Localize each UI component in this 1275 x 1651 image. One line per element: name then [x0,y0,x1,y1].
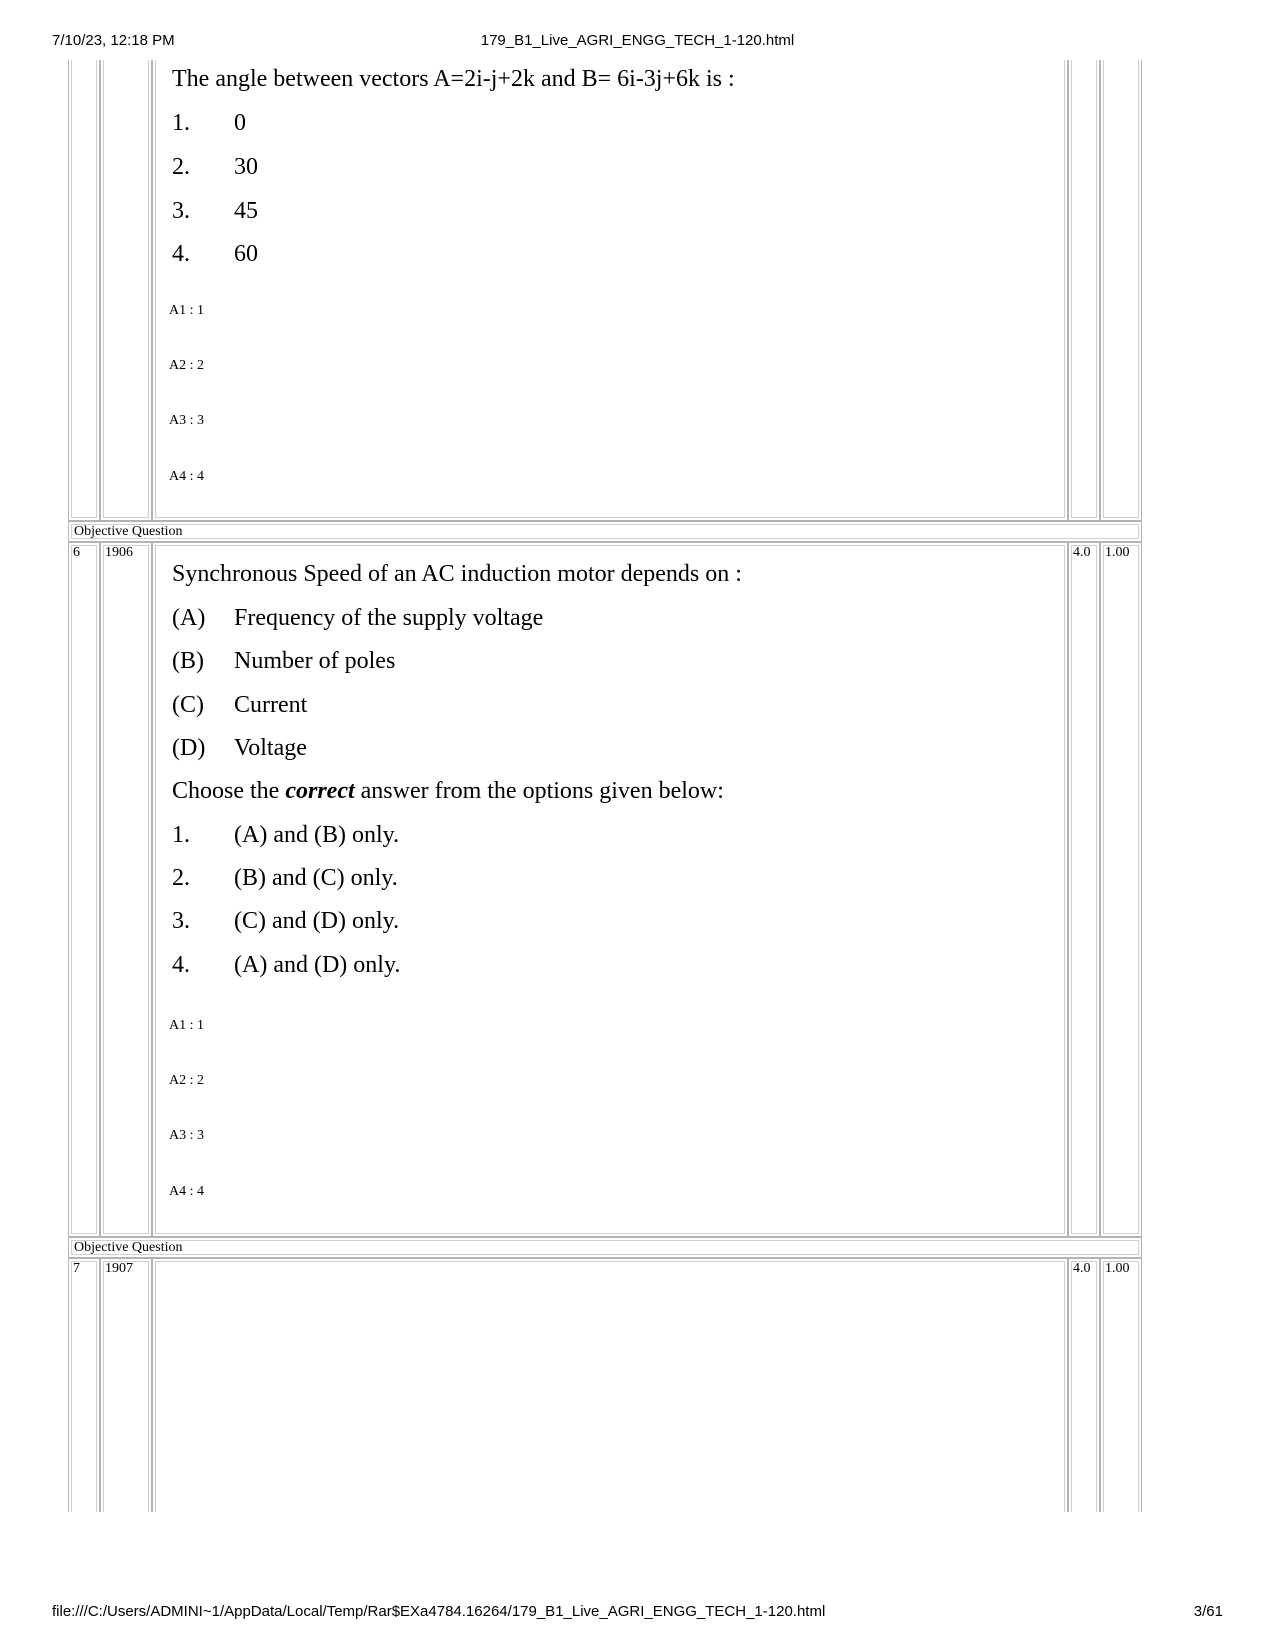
q7-sno-cell [68,1258,100,1512]
q5-question-text: The angle between vectors A=2i-j+2k and B= 6i-3j+6k is : [172,66,735,92]
q6-type-cell [68,521,1142,542]
q6-statement-a-text: Frequency of the supply voltage [234,605,544,631]
q6-answer-3: A3 : 3 [169,1128,204,1143]
q7-question-cell [152,1258,1068,1512]
q6-option-4-text: (A) and (D) only. [234,952,401,978]
q6-marks: 4.0 [1073,545,1091,560]
print-page-number: 3/61 [1193,1603,1223,1620]
q7-question-id: 1907 [105,1261,133,1276]
q6-negative-cell [1100,542,1142,1237]
q6-answer-2: A2 : 2 [169,1073,204,1088]
q7-negative-marks: 1.00 [1105,1261,1130,1276]
q6-statement-d-label: (D) [172,735,206,761]
q7-serial-number: 7 [73,1261,80,1276]
q6-statement-c-label: (C) [172,692,204,718]
q6-statement-b-text: Number of poles [234,648,396,674]
q5-question-cell [152,60,1068,521]
q6-option-1-text: (A) and (B) only. [234,822,400,848]
q6-statement-d-text: Voltage [234,735,307,761]
q6-question-text: Synchronous Speed of an AC induction motor depends on : [172,561,742,587]
q6-serial-number: 6 [73,545,80,560]
q6-question-id: 1906 [105,545,133,560]
print-footer [52,1603,1223,1623]
q6-negative-marks: 1.00 [1105,545,1130,560]
q5-qid-cell [100,60,152,521]
q6-option-4-number: 4. [172,952,190,978]
q6-option-3-number: 3. [172,908,190,934]
q5-marks-cell [1068,60,1100,521]
q7-marks-cell [1068,1258,1100,1512]
q5-option-3-number: 3. [172,198,190,224]
q6-instruction-suffix: answer from the options given below: [354,778,724,804]
q6-instruction-emphasis: correct [285,778,355,804]
q5-answer-3: A3 : 3 [169,413,204,428]
q7-type-cell [68,1237,1142,1258]
q5-sno-cell [68,60,100,521]
q5-option-2-text: 30 [234,154,258,180]
q7-marks: 4.0 [1073,1261,1091,1276]
q7-question-type: Objective Question [74,1240,183,1255]
q6-statement-c-text: Current [234,692,308,718]
q5-answer-1: A1 : 1 [169,303,204,318]
q7-negative-cell [1100,1258,1142,1512]
q5-option-4-text: 60 [234,241,258,267]
q6-statement-b-label: (B) [172,648,204,674]
q7-qid-cell [100,1258,152,1512]
q6-answer-4: A4 : 4 [169,1184,204,1199]
print-datetime: 7/10/23, 12:18 PM [52,32,175,49]
q6-option-2-text: (B) and (C) only. [234,865,398,891]
q5-negative-cell [1100,60,1142,521]
print-file-path: file:///C:/Users/ADMINI~1/AppData/Local/Temp/Rar$EXa4784.16264/179_B1_Live_AGRI_ENGG_TECH_1-120.html [52,1603,826,1620]
q5-answer-2: A2 : 2 [169,358,204,373]
q6-qid-cell [100,542,152,1237]
q5-option-2-number: 2. [172,154,190,180]
q6-question-type: Objective Question [74,524,183,539]
q5-option-3-text: 45 [234,198,258,224]
q5-answer-4: A4 : 4 [169,469,204,484]
print-document-title: 179_B1_Live_AGRI_ENGG_TECH_1-120.html [480,32,795,49]
q6-option-1-number: 1. [172,822,190,848]
q6-option-2-number: 2. [172,865,190,891]
q6-instruction-prefix: Choose the [172,778,286,804]
q5-option-4-number: 4. [172,241,190,267]
q6-statement-a-label: (A) [172,605,206,631]
print-header [52,32,1223,52]
q6-answer-1: A1 : 1 [169,1018,204,1033]
q6-marks-cell [1068,542,1100,1237]
q6-instruction [172,778,724,805]
q5-option-1-number: 1. [172,110,190,136]
q6-sno-cell [68,542,100,1237]
q5-option-1-text: 0 [234,110,246,136]
q6-option-3-text: (C) and (D) only. [234,908,400,934]
